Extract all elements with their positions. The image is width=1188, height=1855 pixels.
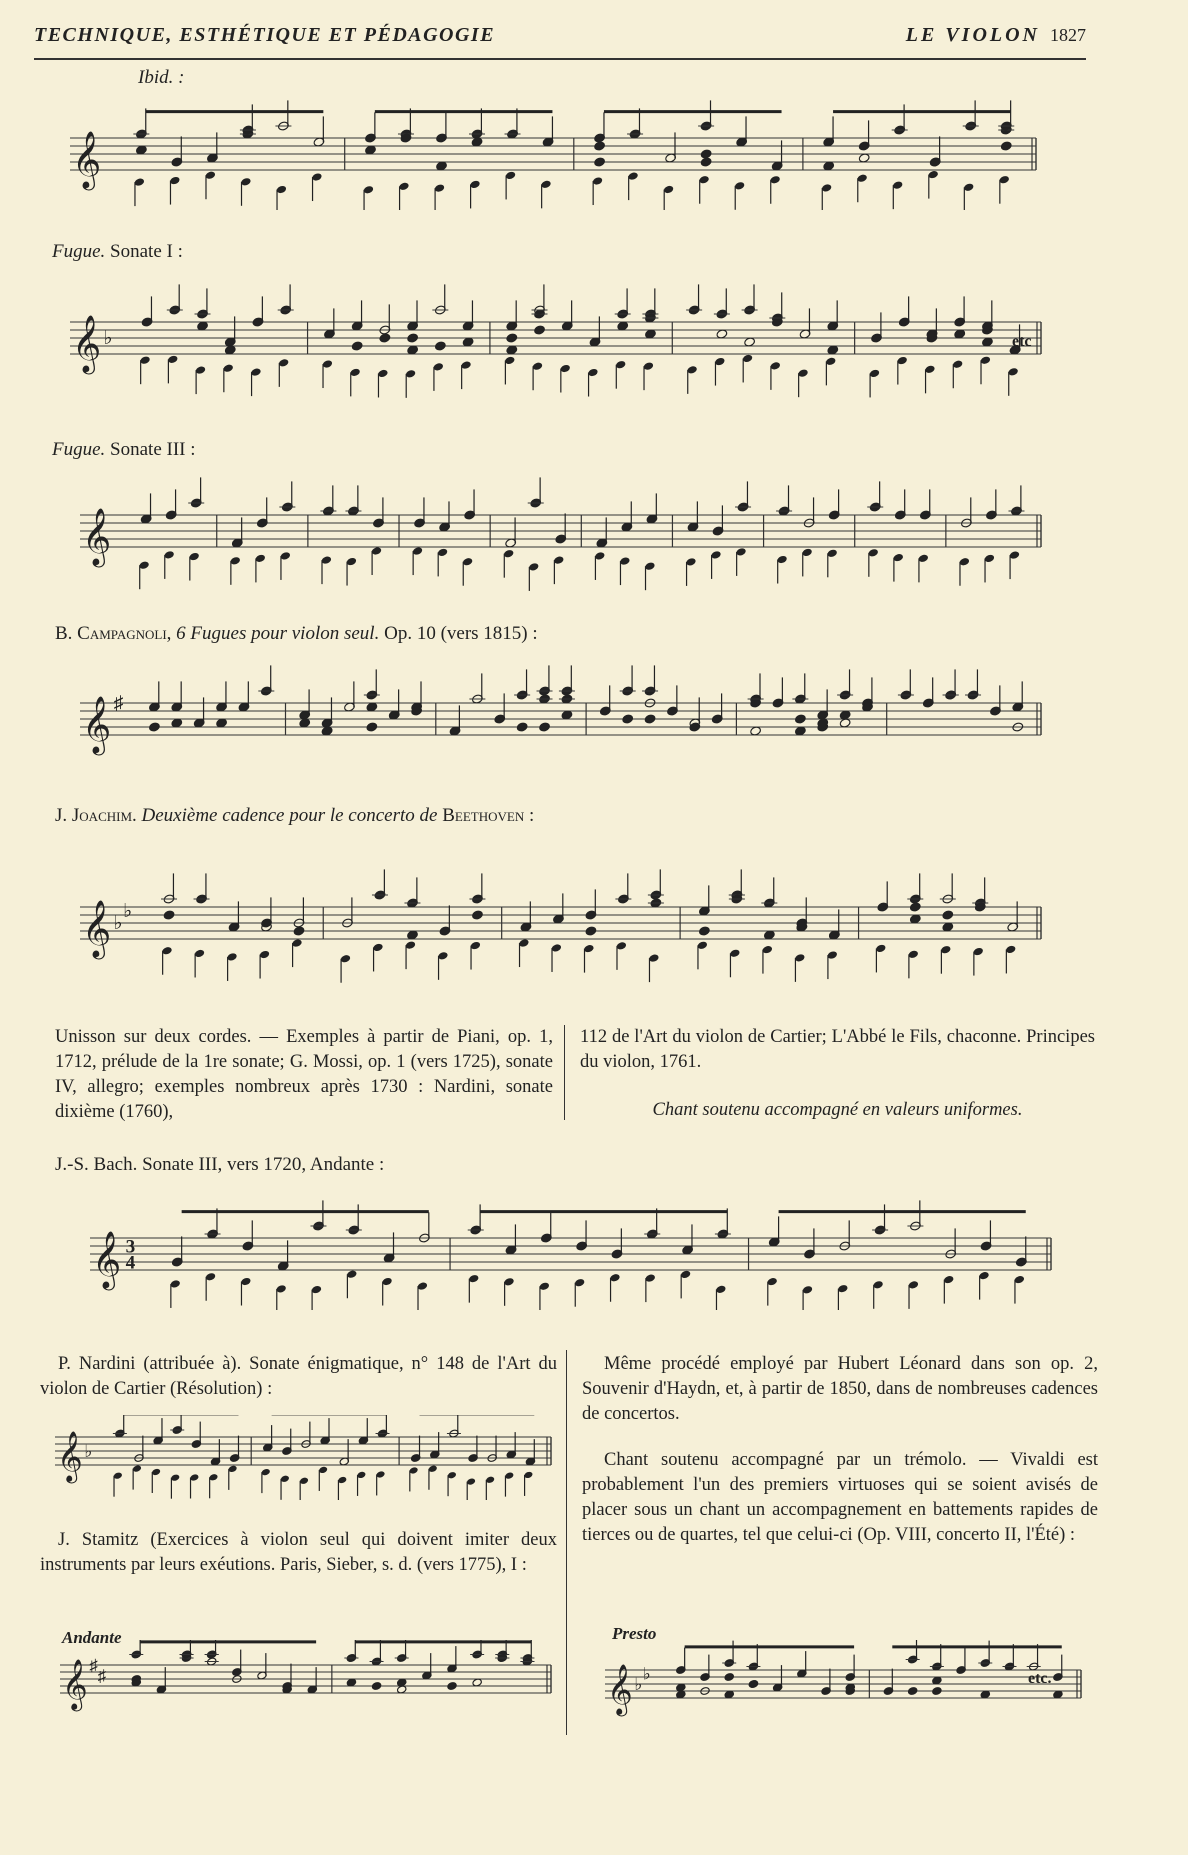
music-staff-vivaldi	[605, 1640, 1085, 1725]
unisson-left-text: Unisson sur deux cordes. — Exemples à partir de Piani, op. 1, 1712, prélude de la 1re sonate; G. Mossi, op. 1 (vers 1725), sonate IV, allegro; exemples nombreux après 1730 : Nardini, sonate dixième (1760),	[55, 1027, 553, 1122]
ex4-rest: Op. 10 (vers 1815) :	[384, 623, 538, 644]
music-staff-nardini	[55, 1415, 555, 1500]
note-head	[689, 722, 701, 732]
running-header	[34, 22, 1086, 60]
ex2-label-rest: Sonate I :	[110, 241, 183, 262]
note-head	[794, 714, 806, 724]
note-head	[748, 1680, 758, 1689]
treble-clef-icon: 𝄞	[607, 1665, 633, 1715]
note-head	[534, 325, 546, 335]
note-head	[932, 1687, 942, 1696]
column-divider-1	[564, 1025, 565, 1120]
note-head	[434, 341, 446, 351]
ex2-label-italic: Fugue.	[52, 241, 106, 262]
ex6-label: J.-S. Bach. Sonate III, vers 1720, Andante :	[55, 1154, 385, 1175]
note-head	[366, 722, 378, 732]
flat-icon: ♭	[123, 901, 133, 922]
ex4-label	[55, 622, 538, 646]
flat-icon: ♭	[634, 1675, 643, 1694]
stamitz-tempo: Andante	[62, 1628, 122, 1647]
note-head	[594, 141, 606, 151]
header-title: LE VIOLON	[905, 24, 1040, 46]
treble-clef-icon: 𝄞	[92, 1230, 122, 1288]
treble-clef-icon: 𝄞	[82, 507, 112, 565]
note-head	[351, 341, 363, 351]
treble-clef-icon: 𝄞	[57, 1432, 83, 1482]
note-head	[407, 333, 419, 343]
flat-icon: ♭	[84, 1442, 93, 1461]
ex3-label-italic: Fugue.	[52, 439, 106, 460]
nardini-text: P. Nardini (attribuée à). Sonate énigmatique, n° 148 de l'Art du violon de Cartier (Résolution) :	[40, 1354, 557, 1399]
note-head	[700, 157, 712, 167]
treble-clef-icon: 𝄞	[62, 1660, 88, 1710]
ex5-label	[55, 804, 534, 828]
chant-heading: Chant soutenu accompagné en valeurs uniformes.	[652, 1100, 1023, 1120]
music-staff-ex5	[80, 845, 1045, 985]
music-staff-ex1	[70, 100, 1040, 210]
time-signature: 3	[125, 1236, 136, 1258]
note-head	[622, 714, 634, 724]
ex4-author: B. Campagnoli,	[55, 623, 172, 644]
vivaldi-text: Chant soutenu accompagné par un trémolo. — Vivaldi est probablement l'un des premiers virtuoses qui se soient avisés de placer sous un chant un accompagnement en battements rapides de tierces ou de quartes, tel que celui-ci (Op. VIII, concerto II, l'Été) :	[582, 1450, 1098, 1545]
flat-icon: ♭	[103, 328, 113, 349]
sharp-icon: ♯	[89, 1656, 98, 1675]
note-head	[908, 1687, 918, 1696]
header-right	[906, 24, 1086, 47]
stamitz-text: J. Stamitz (Exercices à violon seul qui doivent imiter deux instruments par leurs exéutions. Paris, Sieber, s. d. (vers 1775), I :	[40, 1530, 557, 1575]
ex3-label-rest: Sonate III :	[110, 439, 196, 460]
ex3-label	[52, 438, 196, 462]
note-head	[148, 722, 160, 732]
time-signature: 4	[125, 1252, 136, 1274]
note-head	[1000, 141, 1012, 151]
treble-clef-icon: 𝄞	[82, 695, 112, 753]
music-staff-ex4	[80, 665, 1045, 775]
note-head	[447, 1682, 457, 1691]
header-left: TECHNIQUE, ESTHÉTIQUE ET PÉDAGOGIE	[34, 24, 496, 46]
music-staff-ex3	[80, 475, 1045, 595]
ex5-title: Deuxième cadence pour le concerto de	[141, 805, 438, 826]
leonard-text: Même procédé employé par Hubert Léonard dans son op. 2, Souvenir d'Haydn, et, à partir de 1850, dans de nombreuses cadences de concertos.	[582, 1354, 1098, 1424]
treble-clef-icon: 𝄞	[72, 130, 102, 188]
sharp-icon: ♯	[113, 693, 124, 714]
note-head	[293, 926, 305, 936]
ex2-label	[52, 240, 183, 264]
note-head	[163, 910, 175, 920]
note-head	[700, 149, 712, 159]
ex5-rest: :	[528, 805, 535, 826]
note-head	[516, 722, 528, 732]
ex5-composer: Beethoven	[442, 805, 525, 826]
note-head	[909, 902, 921, 912]
music-staff-stamitz	[60, 1640, 555, 1730]
note-head	[644, 714, 656, 724]
treble-clef-icon: 𝄞	[82, 899, 112, 957]
flat-icon: ♭	[113, 913, 123, 934]
vivaldi-etc: etc.	[1028, 1670, 1052, 1687]
treble-clef-icon: 𝄞	[72, 314, 102, 372]
ex1-label: Ibid. :	[138, 67, 185, 88]
ex4-title: 6 Fugues pour violon seul.	[176, 623, 380, 644]
music-staff-ex2	[70, 280, 1045, 400]
note-head	[724, 1673, 734, 1682]
note-head	[506, 333, 518, 343]
ex5-author: J. Joachim.	[55, 805, 137, 826]
column-divider-2	[566, 1350, 567, 1735]
flat-icon: ♭	[642, 1664, 651, 1684]
note-head	[698, 926, 710, 936]
page-number: 1827	[1050, 25, 1086, 45]
note-head	[379, 333, 391, 343]
vivaldi-tempo: Presto	[612, 1624, 657, 1643]
note-head	[472, 910, 484, 920]
unisson-right-text: 112 de l'Art du violon de Cartier; L'Abbé le Fils, chaconne. Principes du violon, 1761.	[580, 1027, 1095, 1072]
note-head	[942, 910, 954, 920]
music-staff-ex6	[90, 1200, 1055, 1310]
note-head	[585, 926, 597, 936]
note-head	[539, 722, 551, 732]
note-head	[371, 1682, 381, 1691]
ex2-etc: etc	[1012, 333, 1032, 350]
sharp-icon: ♯	[97, 1666, 107, 1686]
note-head	[594, 157, 606, 167]
